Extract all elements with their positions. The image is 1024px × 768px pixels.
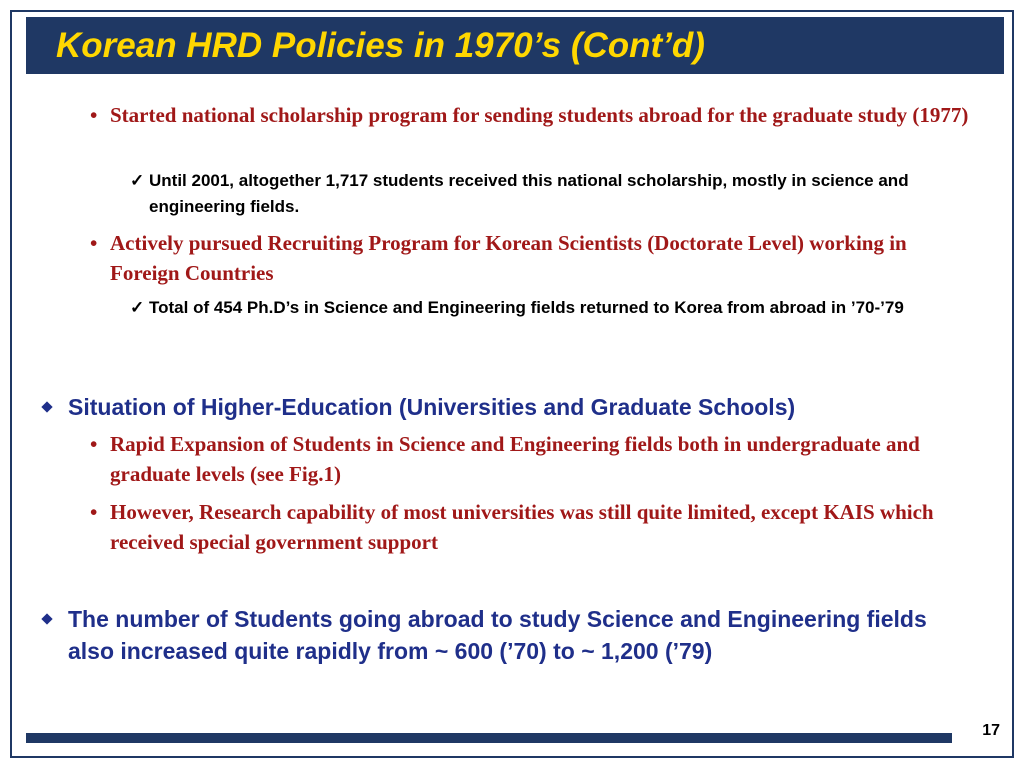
main-bullet-text: Situation of Higher-Education (Universities and Graduate Schools) [68,394,796,420]
check-text: Total of 454 Ph.D’s in Science and Engineering fields returned to Korea from abroad in ’70-’79 [149,298,904,317]
check-icon: ✓ [130,171,145,190]
bullet-text: Started national scholarship program for sending students abroad for the graduate study (1977) [110,103,969,127]
check-icon: ✓ [130,298,145,317]
bullet-item [90,497,980,557]
main-bullet-item [40,391,1000,423]
page-number: 17 [982,722,1000,739]
bullet-item [90,228,970,288]
main-bullet-text: The number of Students going abroad to study Science and Engineering fields also increased quite rapidly from ~ 600 (’70) to ~ 1,200 (’79) [68,606,927,664]
bullet-item [90,100,970,130]
bullet-marker: • [90,231,98,255]
diamond-bullet-icon [41,613,52,624]
bullet-text: However, Research capability of most universities was still quite limited, except KAIS which received special government support [110,500,934,554]
bullet-text: Rapid Expansion of Students in Science and Engineering fields both in undergraduate and graduate levels (see Fig.1) [110,432,920,486]
diamond-bullet-icon [41,401,52,412]
main-bullet-item [40,603,975,667]
check-item [130,295,990,321]
bullet-marker: • [90,500,98,524]
bullet-marker: • [90,103,98,127]
bullet-marker: • [90,432,98,456]
footer-bar [26,733,952,743]
check-item [130,168,980,220]
check-text: Until 2001, altogether 1,717 students received this national scholarship, mostly in science and engineering fields. [149,171,909,216]
bullet-item [90,429,970,489]
bullet-text: Actively pursued Recruiting Program for Korean Scientists (Doctorate Level) working in Foreign Countries [110,231,907,285]
slide-title: Korean HRD Policies in 1970’s (Cont’d) [56,26,705,65]
title-bar [26,17,1004,74]
